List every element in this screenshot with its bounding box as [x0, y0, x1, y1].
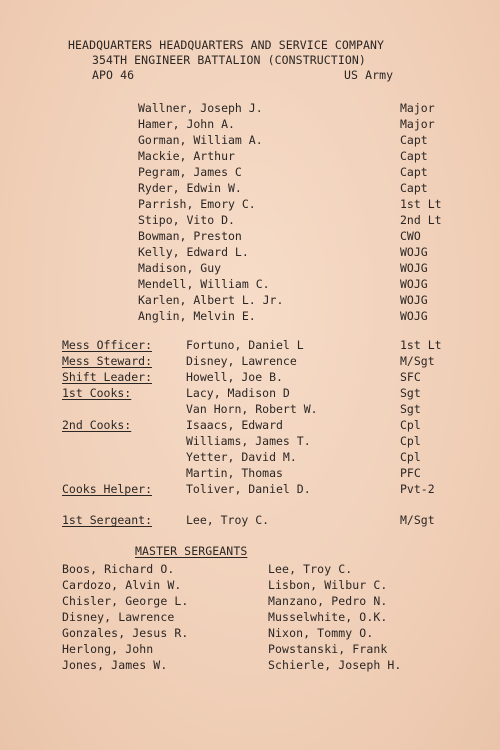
mess-rank: Cpl: [400, 450, 421, 464]
officer-rank: Major: [400, 117, 435, 131]
mess-name: Yetter, David M.: [186, 450, 297, 464]
mess-name: Isaacs, Edward: [186, 418, 283, 432]
officer-row: [0, 212, 500, 228]
first-sergeant-rank: M/Sgt: [400, 513, 435, 527]
mess-name: Williams, James T.: [186, 434, 311, 448]
mess-row: [0, 417, 500, 433]
first-sergeant-role: 1st Sergeant:: [62, 513, 153, 527]
officer-row: [0, 228, 500, 244]
first-sergeant-name: Lee, Troy C.: [186, 513, 270, 527]
header-army: US Army: [344, 68, 394, 82]
officer-name: Karlen, Albert L. Jr.: [138, 293, 284, 307]
officer-rank: Major: [400, 101, 435, 115]
mess-row: [0, 449, 500, 465]
officer-name: Mendell, William C.: [138, 277, 270, 291]
officer-name: Parrish, Emory C.: [138, 197, 256, 211]
mess-role: 2nd Cooks:: [62, 418, 132, 432]
officer-rank: 2nd Lt: [400, 213, 442, 227]
officer-row: [0, 196, 500, 212]
mess-row: [0, 385, 500, 401]
master-sergeant-name: Disney, Lawrence: [62, 610, 175, 624]
master-sergeant-name: Cardozo, Alvin W.: [62, 578, 182, 592]
header-apo: APO 46: [92, 68, 135, 82]
header-line-2: 354TH ENGINEER BATTALION (CONSTRUCTION): [92, 53, 366, 67]
officer-rank: 1st Lt: [400, 197, 442, 211]
mess-row: [0, 433, 500, 449]
officer-name: Mackie, Arthur: [138, 149, 235, 163]
mess-rank: Sgt: [400, 402, 421, 416]
officer-name: Ryder, Edwin W.: [138, 181, 242, 195]
officer-name: Pegram, James C: [138, 165, 242, 179]
officer-row: [0, 292, 500, 308]
officer-rank: WOJG: [400, 277, 428, 291]
master-sergeant-name: Jones, James W.: [62, 658, 168, 672]
officer-row: [0, 148, 500, 164]
master-sergeant-name: Musselwhite, O.K.: [268, 610, 388, 624]
officer-rank: CWO: [400, 229, 421, 243]
mess-role: Mess Officer:: [62, 338, 153, 352]
mess-row: [0, 481, 500, 497]
officer-row: [0, 276, 500, 292]
first-sergeant-row: [0, 512, 500, 528]
mess-rank: Cpl: [400, 434, 421, 448]
mess-role: Cooks Helper:: [62, 482, 153, 496]
master-sergeant-name: Boos, Richard O.: [62, 562, 175, 576]
mess-rank: PFC: [400, 466, 421, 480]
officer-rank: WOJG: [400, 261, 428, 275]
master-sergeant-name: Gonzales, Jesus R.: [62, 626, 189, 640]
officer-row: [0, 244, 500, 260]
mess-row: [0, 353, 500, 369]
mess-name: Disney, Lawrence: [186, 354, 297, 368]
mess-role: Shift Leader:: [62, 370, 153, 384]
officer-rank: WOJG: [400, 293, 428, 307]
officer-rank: WOJG: [400, 309, 428, 323]
mess-rank: Sgt: [400, 386, 421, 400]
officer-rank: Capt: [400, 149, 428, 163]
mess-rank: Pvt-2: [400, 482, 435, 496]
officer-rank: Capt: [400, 133, 428, 147]
mess-name: Howell, Joe B.: [186, 370, 283, 384]
master-sergeants-heading: MASTER SERGEANTS: [135, 544, 248, 558]
officer-name: Kelly, Edward L.: [138, 245, 249, 259]
mess-name: Toliver, Daniel D.: [186, 482, 311, 496]
mess-rank: M/Sgt: [400, 354, 435, 368]
master-sergeant-name: Powstanski, Frank: [268, 642, 388, 656]
master-sergeant-name: Lee, Troy C.: [268, 562, 353, 576]
officer-rank: WOJG: [400, 245, 428, 259]
mess-name: Van Horn, Robert W.: [186, 402, 318, 416]
officer-name: Gorman, William A.: [138, 133, 263, 147]
officer-row: [0, 308, 500, 324]
officer-row: [0, 132, 500, 148]
officer-rank: Capt: [400, 181, 428, 195]
master-sergeant-name: Manzano, Pedro N.: [268, 594, 388, 608]
officer-name: Wallner, Joseph J.: [138, 101, 263, 115]
master-sergeant-name: Lisbon, Wilbur C.: [268, 578, 388, 592]
master-sergeant-name: Schierle, Joseph H.: [268, 658, 402, 672]
mess-name: Lacy, Madison D: [186, 386, 290, 400]
mess-row: [0, 337, 500, 353]
officer-row: [0, 116, 500, 132]
officer-name: Madison, Guy: [138, 261, 222, 275]
mess-rank: 1st Lt: [400, 338, 442, 352]
master-sergeant-name: Chisler, George L.: [62, 594, 189, 608]
officer-name: Bowman, Preston: [138, 229, 242, 243]
master-sergeant-name: Nixon, Tommy O.: [268, 626, 374, 640]
mess-row: [0, 401, 500, 417]
header-line-1: HEADQUARTERS HEADQUARTERS AND SERVICE COMPANY: [68, 38, 385, 52]
officer-rank: Capt: [400, 165, 428, 179]
officer-row: [0, 100, 500, 116]
mess-name: Martin, Thomas: [186, 466, 283, 480]
mess-name: Fortuno, Daniel L: [186, 338, 304, 352]
mess-row: [0, 465, 500, 481]
officer-name: Hamer, John A.: [138, 117, 235, 131]
officer-row: [0, 180, 500, 196]
mess-rank: Cpl: [400, 418, 421, 432]
mess-role: Mess Steward:: [62, 354, 153, 368]
mess-role: 1st Cooks:: [62, 386, 132, 400]
mess-row: [0, 369, 500, 385]
officer-row: [0, 260, 500, 276]
master-sergeant-name: Herlong, John: [62, 642, 154, 656]
officer-name: Stipo, Vito D.: [138, 213, 235, 227]
mess-rank: SFC: [400, 370, 421, 384]
officer-name: Anglin, Melvin E.: [138, 309, 256, 323]
officer-row: [0, 164, 500, 180]
